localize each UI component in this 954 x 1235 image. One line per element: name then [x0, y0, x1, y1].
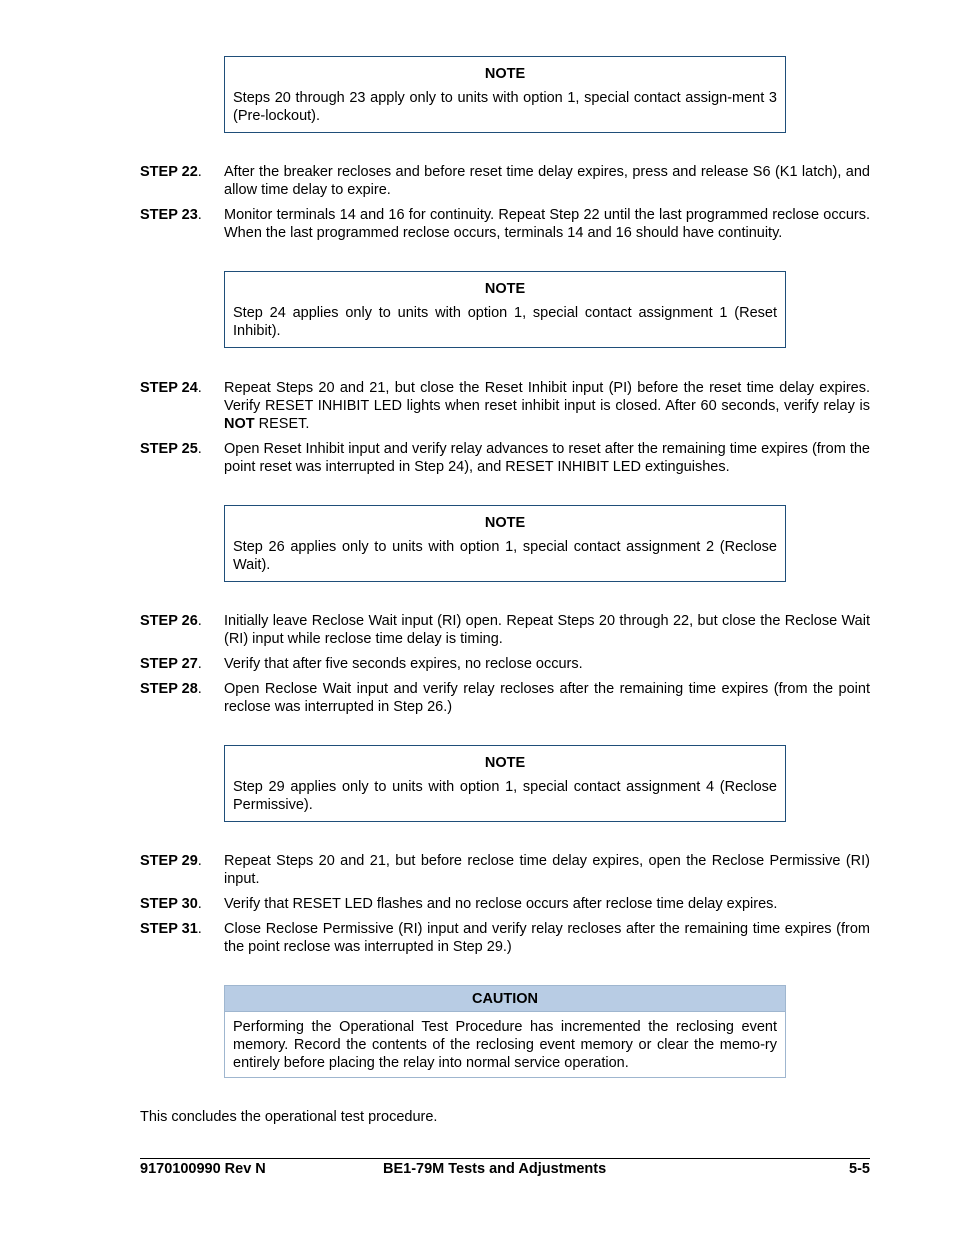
- step-text: Repeat Steps 20 and 21, but close the Reset Inhibit input (PI) before the reset time delay expires. Verify RESET INHIBIT LED lights when reset inhibit input is closed. After 60 seconds, verify relay is NOT RESET.: [224, 380, 870, 432]
- step-29: STEP 29. Repeat Steps 20 and 21, but before reclose time delay expires, open the Reclose Permissive (RI) input.: [140, 853, 870, 887]
- note-text: Step 24 applies only to units with option 1, special contact assignment 1 (Reset Inhibit).: [233, 305, 777, 339]
- step-22: STEP 22. After the breaker recloses and before reset time delay expires, press and release S6 (K1 latch), and allow time delay to expire.: [140, 164, 870, 198]
- footer-section-title: BE1-79M Tests and Adjustments: [383, 1161, 607, 1177]
- conclusion-text: This concludes the operational test procedure.: [140, 1109, 438, 1125]
- note-text: Step 26 applies only to units with option 1, special contact assignment 2 (Reclose Wait).: [233, 539, 777, 573]
- step-text: Monitor terminals 14 and 16 for continuity. Repeat Step 22 until the last programmed reclose occurs. When the last programmed reclose occurs, terminals 14 and 16 should have continuity.: [224, 207, 870, 241]
- caution-box: [224, 985, 786, 1078]
- step-text: Close Reclose Permissive (RI) input and verify relay recloses after the remaining time expires (from the point reclose was interrupted in Step 29.): [224, 921, 870, 955]
- step-label: STEP 31: [140, 921, 198, 937]
- note-text: Steps 20 through 23 apply only to units with option 1, special contact assign-ment 3 (Pre-lockout).: [233, 90, 777, 124]
- page-footer: [140, 1158, 870, 1181]
- caution-title: CAUTION: [225, 986, 785, 1012]
- note-title: NOTE: [484, 515, 526, 531]
- caution-text: Performing the Operational Test Procedure has incremented the reclosing event memory. Record the contents of the reclosing event memory or clear the memo-ry entirely before placing the relay into normal service operation.: [233, 1019, 777, 1071]
- step-31: STEP 31. Close Reclose Permissive (RI) input and verify relay recloses after the remaining time expires (from the point reclose was interrupted in Step 29.): [140, 921, 870, 955]
- step-label: STEP 26: [140, 613, 198, 629]
- step-label: STEP 23: [140, 207, 198, 223]
- footer-doc-number: 9170100990 Rev N: [140, 1161, 266, 1177]
- step-25: STEP 25. Open Reset Inhibit input and verify relay advances to reset after the remaining time expires (from the point reset was interrupted in Step 24), and RESET INHIBIT LED extinguishes.: [140, 441, 870, 475]
- footer-page-number: 5-5: [849, 1161, 870, 1177]
- note-box: [224, 56, 786, 133]
- note-text: Step 29 applies only to units with option 1, special contact assignment 4 (Reclose Permissive).: [233, 779, 777, 813]
- note-box: [224, 505, 786, 582]
- step-label: STEP 22: [140, 164, 198, 180]
- note-title: NOTE: [484, 755, 526, 771]
- step-23: STEP 23. Monitor terminals 14 and 16 for continuity. Repeat Step 22 until the last programmed reclose occurs. When the last programmed reclose occurs, terminals 14 and 16 should have continuity.: [140, 207, 870, 241]
- step-27: STEP 27. Verify that after five seconds expires, no reclose occurs.: [140, 655, 870, 673]
- note-box: [224, 745, 786, 822]
- note-box: [224, 271, 786, 348]
- step-text: After the breaker recloses and before reset time delay expires, press and release S6 (K1 latch), and allow time delay to expire.: [224, 164, 870, 198]
- step-text: Repeat Steps 20 and 21, but before reclose time delay expires, open the Reclose Permissive (RI) input.: [224, 853, 870, 887]
- step-text: Verify that after five seconds expires, no reclose occurs.: [224, 656, 583, 672]
- step-label: STEP 28: [140, 681, 198, 697]
- emphasis-not: NOT: [224, 416, 255, 432]
- step-text: Open Reclose Wait input and verify relay recloses after the remaining time expires (from the point reclose was interrupted in Step 26.): [224, 681, 870, 715]
- step-text: Verify that RESET LED flashes and no reclose occurs after reclose time delay expires.: [224, 896, 778, 912]
- step-label: STEP 25: [140, 441, 198, 457]
- step-label: STEP 29: [140, 853, 198, 869]
- step-text: Initially leave Reclose Wait input (RI) open. Repeat Steps 20 through 22, but close the Reclose Wait (RI) input while reclose time delay is timing.: [224, 613, 870, 647]
- step-30: STEP 30. Verify that RESET LED flashes and no reclose occurs after reclose time delay expires.: [140, 895, 870, 913]
- step-label: STEP 27: [140, 656, 198, 672]
- step-28: STEP 28. Open Reclose Wait input and verify relay recloses after the remaining time expires (from the point reclose was interrupted in Step 26.): [140, 681, 870, 715]
- note-title: NOTE: [484, 281, 526, 297]
- step-26: STEP 26. Initially leave Reclose Wait input (RI) open. Repeat Steps 20 through 22, but close the Reclose Wait (RI) input while reclose time delay is timing.: [140, 613, 870, 647]
- note-title: NOTE: [484, 66, 526, 82]
- step-label: STEP 24: [140, 380, 198, 396]
- step-label: STEP 30: [140, 896, 198, 912]
- step-text: Open Reset Inhibit input and verify relay advances to reset after the remaining time expires (from the point reset was interrupted in Step 24), and RESET INHIBIT LED extinguishes.: [224, 441, 870, 475]
- step-24: STEP 24. Repeat Steps 20 and 21, but close the Reset Inhibit input (PI) before the reset time delay expires. Verify RESET INHIBIT LED lights when reset inhibit input is closed. After 60 seconds, verify relay is NOT RESET.: [140, 380, 870, 432]
